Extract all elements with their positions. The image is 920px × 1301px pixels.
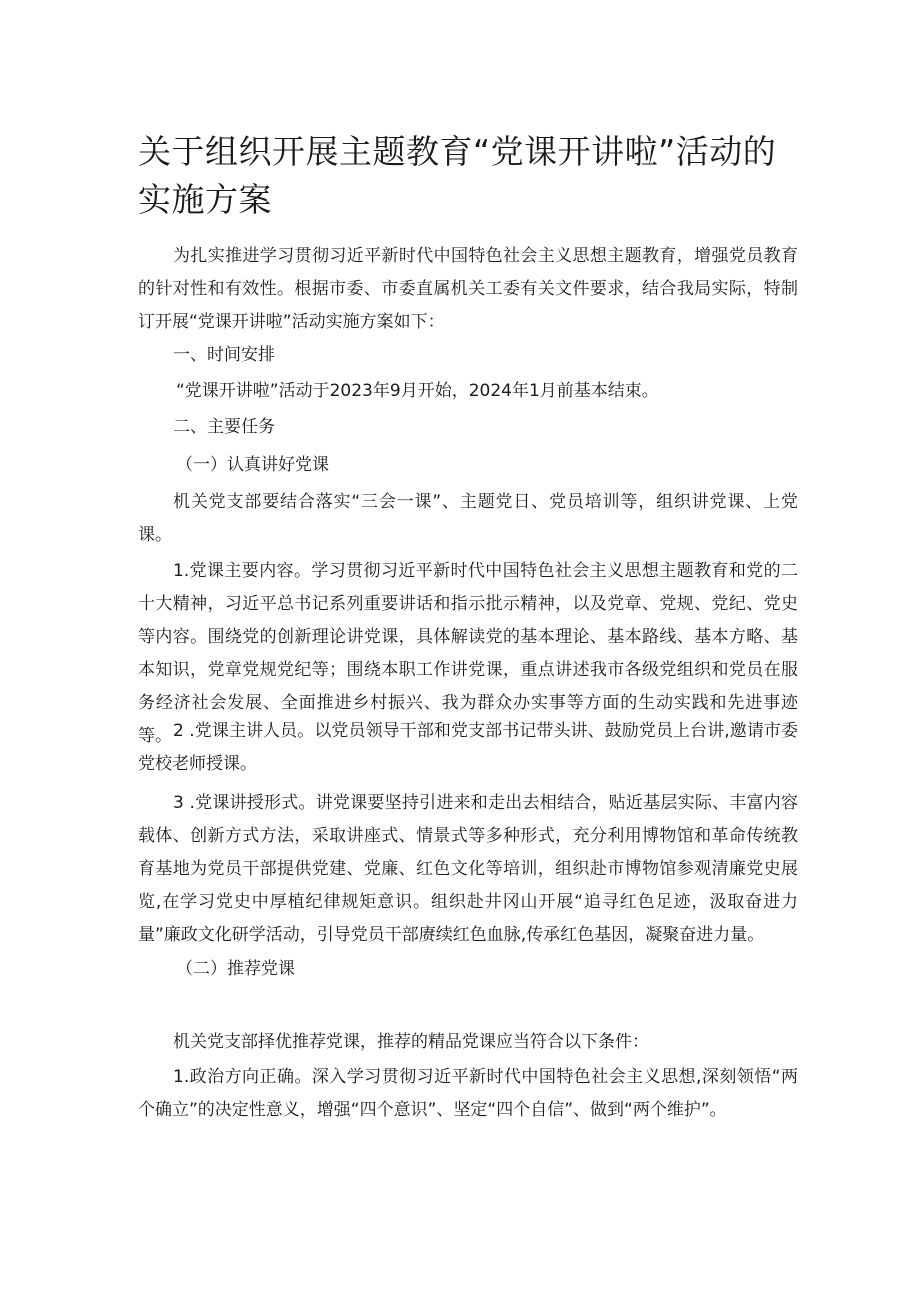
- org-paragraph: 机关党支部要结合落实“三会一课”、主题党日、党员培训等，组织讲党课、上党课。: [138, 492, 798, 545]
- section-heading-time: 一、时间安排: [173, 345, 275, 365]
- item-2-paragraph: 2 .党课主讲人员。以党员领导干部和党支部书记带头讲、鼓励党员上台讲,邀请市委党校老师授课。: [138, 721, 798, 774]
- item-3-paragraph: 3 .党课讲授形式。讲党课要坚持引进来和走出去相结合，贴近基层实际、丰富内容载体、创新方式方法，采取讲座式、情景式等多种形式，充分利用博物馆和革命传统教育基地为党员干部提供党建、党廉、红色文化等培训，组织赴市博物馆参观清廉党史展览,在学习党史中厚植纪律规矩意识。组织赴井冈山开展“追寻红色足迹，汲取奋进力量”廉政文化研学活动，引导党员干部赓续红色血脉,传承红色基因，凝聚奋进力量。: [138, 793, 798, 945]
- subsection-heading-recommend: （二）推荐党课: [176, 959, 295, 979]
- recommend-paragraph: 机关党支部择优推荐党课，推荐的精品党课应当符合以下条件：: [173, 1032, 649, 1052]
- subsection-heading-lecture: （一）认真讲好党课: [176, 455, 329, 475]
- item-1-paragraph: 1.党课主要内容。学习贯彻习近平新时代中国特色社会主义思想主题教育和党的二十大精神，习近平总书记系列重要讲话和指示批示精神，以及党章、党规、党纪、党史等内容。围绕党的创新理论讲党课，具体解读党的基本理论、基本路线、基本方略、基本知识，党章党规党纪等；围绕本职工作讲党课，重点讲述我市各级党组织和党员在服务经济社会发展、全面推进乡村振兴、我为群众办实事等方面的生动实践和先进事迹等。: [138, 561, 798, 746]
- section-heading-tasks: 二、主要任务: [173, 417, 275, 437]
- time-paragraph: “党课开讲啦”活动于2023年9月开始，2024年1月前基本结束。: [176, 381, 659, 401]
- document-title: 关于组织开展主题教育“党课开讲啦”活动的实施方案: [138, 132, 777, 219]
- intro-paragraph: 为扎实推进学习贯彻习近平新时代中国特色社会主义思想主题教育，增强党员教育的针对性和有效性。根据市委、市委直属机关工委有关文件要求，结合我局实际，特制订开展“党课开讲啦”活动实施方案如下：: [138, 246, 798, 332]
- condition-1-paragraph: 1.政治方向正确。深入学习贯彻习近平新时代中国特色社会主义思想,深刻领悟“两个确立”的决定性意义，增强“四个意识”、坚定“四个自信”、做到“两个维护”。: [138, 1067, 798, 1120]
